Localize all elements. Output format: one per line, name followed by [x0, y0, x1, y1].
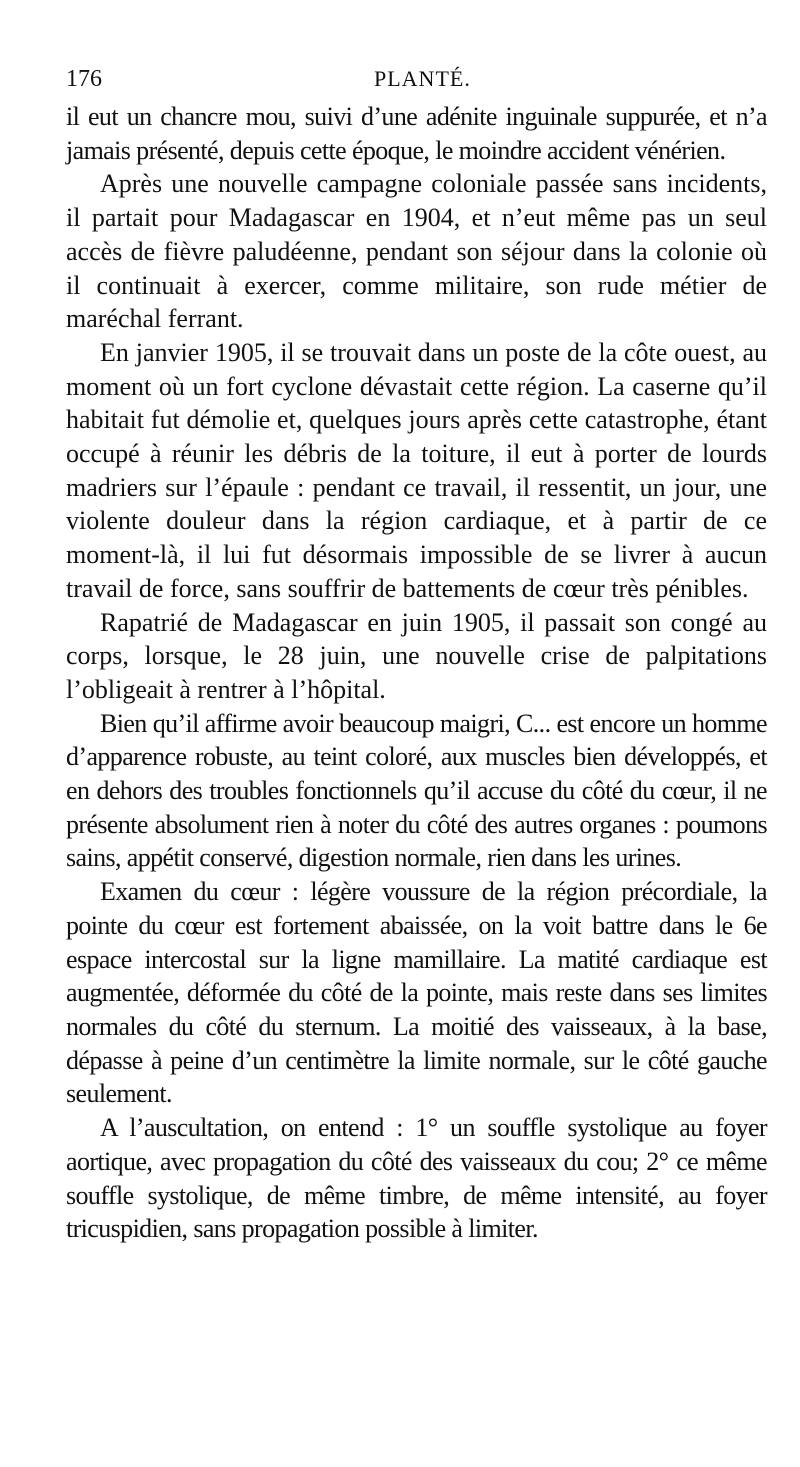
- body-text: [66, 100, 767, 1246]
- paragraph-auscultation: A l’auscultation, on entend : 1° un souffle systolique au foyer aortique, avec propagation du côté des vaisseaux du cou; 2° ce même souffle systolique, de même timbre, de même intensité, au foyer tricuspidien, sans propagation possible à limiter.: [66, 1113, 767, 1244]
- paragraph-repatriation: Rapatrié de Madagascar en juin 1905, il passait son congé au corps, lorsque, le 28 juin, une nouvelle crise de palpitations l’obligeait à rentrer à l’hôpital.: [66, 607, 767, 704]
- running-head: [66, 62, 766, 98]
- paragraph-general-exam: Bien qu’il affirme avoir beaucoup maigri, C... est encore un homme d’apparence robuste, au teint coloré, aux muscles bien développés, et en dehors des troubles fonctionnels qu’il accuse du côté du cœur, il ne présente absolument rien à noter du côté des autres organes : poumons sains, appétit conservé, digestion normale, rien dans les urines.: [66, 708, 767, 873]
- paragraph-madagascar-campaign: Après une nouvelle campagne coloniale passée sans incidents, il partait pour Madagascar en 1904, et n’eut même pas un seul accès de fièvre paludéenne, pendant son séjour dans la colonie où il continuait à exercer, comme militaire, son rude métier de maréchal ferrant.: [66, 169, 767, 334]
- running-title: PLANTÉ.: [374, 66, 471, 91]
- paragraph-heart-exam: Examen du cœur : légère voussure de la région précordiale, la pointe du cœur est fortement abaissée, on la voit battre dans le 6e espace intercostal sur la ligne mamillaire. La matité cardiaque est augmentée, déformée du côté de la pointe, mais reste dans ses limites normales du côté du sternum. La moitié des vaisseaux, à la base, dépasse à peine d’un centimètre la limite normale, sur le côté gauche seulement.: [66, 877, 767, 1109]
- page-number: 176: [66, 66, 102, 92]
- paragraph-continuation: il eut un chancre mou, suivi d’une adénite inguinale suppurée, et n’a jamais présenté, depuis cette époque, le moindre accident vénérien.: [66, 102, 767, 165]
- paragraph-cyclone: En janvier 1905, il se trouvait dans un poste de la côte ouest, au moment où un fort cyclone dévastait cette région. La caserne qu’il habitait fut démolie et, quelques jours après cette catastrophe, étant occupé à réunir les débris de la toiture, il eut à porter de lourds madriers sur l’épaule : pendant ce travail, il ressentit, un jour, une violente douleur dans la région cardiaque, et à partir de ce moment-là, il lui fut désormais impossible de se livrer à aucun travail de force, sans souffrir de battements de cœur très pénibles.: [66, 337, 767, 603]
